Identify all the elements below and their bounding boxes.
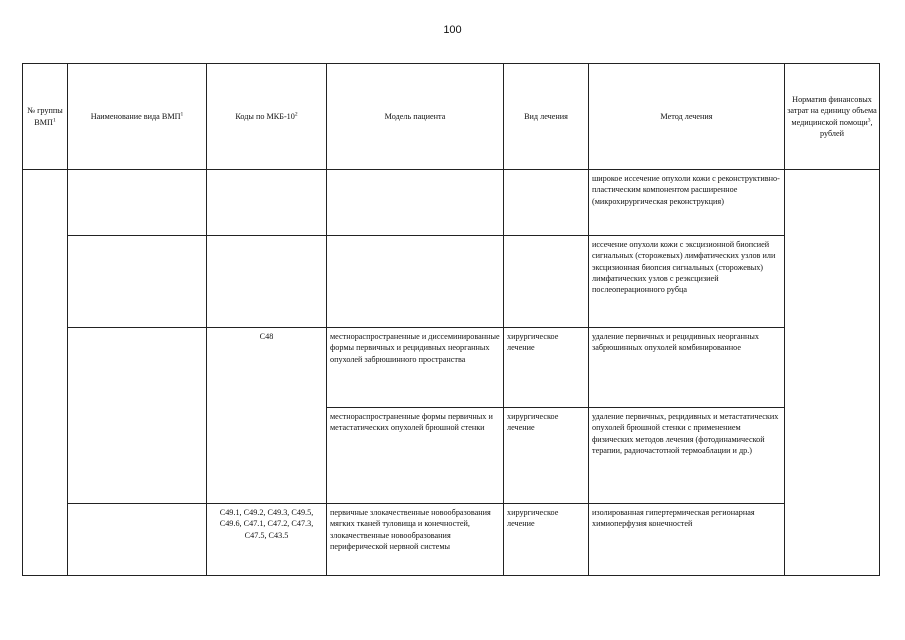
type-cell: хирургическое лечение <box>504 504 589 576</box>
method-cell: широкое иссечение опухоли кожи с реконструктивно-пластическим компонентом расширенное (микрохирургическая реконструкция) <box>589 170 785 236</box>
header-cost-standard: Норматив финансовых затрат на единицу объема медицинской помощи$^3$, рублей <box>785 64 880 170</box>
codes-cell <box>207 170 327 236</box>
table-row <box>23 328 880 408</box>
codes-cell: C49.1, C49.2, C49.3, C49.5, C49.6, C47.1, C47.2, C47.3, C47.5, C43.5 <box>207 504 327 576</box>
page-number: 100 <box>443 24 462 36</box>
codes-cell: C48 <box>207 328 327 504</box>
header-row <box>23 64 880 170</box>
type-cell <box>504 170 589 236</box>
method-cell: удаление первичных и рецидивных неорганных забрюшинных опухолей комбинированное <box>589 328 785 408</box>
type-cell: хирургическое лечение <box>504 328 589 408</box>
vmp-name-cell <box>68 170 207 236</box>
vmp-name-cell <box>68 504 207 576</box>
model-cell: местнораспространенные и диссеминированные формы первичных и рецидивных неорганных опухолей забрюшинного пространства <box>327 328 504 408</box>
model-cell: местнораспространенные формы первичных и метастатических опухолей брюшной стенки <box>327 408 504 504</box>
method-cell: иссечение опухоли кожи с эксцизионной биопсией сигнальных (сторожевых) лимфатических узлов или эксцизионная биопсия сигнальных (сторожевых) лимфатических узлов с реэксцизией послеоперационного рубца <box>589 236 785 328</box>
vmp-name-cell <box>68 236 207 328</box>
model-cell <box>327 170 504 236</box>
header-icd-codes: Коды по МКБ-$10^2$ <box>207 64 327 170</box>
table-row <box>23 504 880 576</box>
cost-cell <box>785 170 880 576</box>
header-treatment-type: Вид лечения <box>504 64 589 170</box>
method-cell: изолированная гипертермическая регионарная химиоперфузия конечностей <box>589 504 785 576</box>
group-no-cell <box>23 170 68 576</box>
table-row <box>23 170 880 236</box>
vmp-table <box>22 63 880 576</box>
vmp-name-cell <box>68 328 207 504</box>
model-cell <box>327 236 504 328</box>
type-cell <box>504 236 589 328</box>
table-row <box>23 236 880 328</box>
header-vmp-name: Наименование вида ВМП$^1$ <box>68 64 207 170</box>
type-cell: хирургическое лечение <box>504 408 589 504</box>
header-treatment-method: Метод лечения <box>589 64 785 170</box>
model-cell: первичные злокачественные новообразования мягких тканей туловища и конечностей, злокачественные новообразования периферической нервной системы <box>327 504 504 576</box>
method-cell: удаление первичных, рецидивных и метастатических опухолей брюшной стенки с применением физических методов лечения (фотодинамической терапии, радиочастотной термоаблации и др.) <box>589 408 785 504</box>
codes-cell <box>207 236 327 328</box>
header-group-no: № группы ВМП$^1$ <box>23 64 68 170</box>
header-patient-model: Модель пациента <box>327 64 504 170</box>
